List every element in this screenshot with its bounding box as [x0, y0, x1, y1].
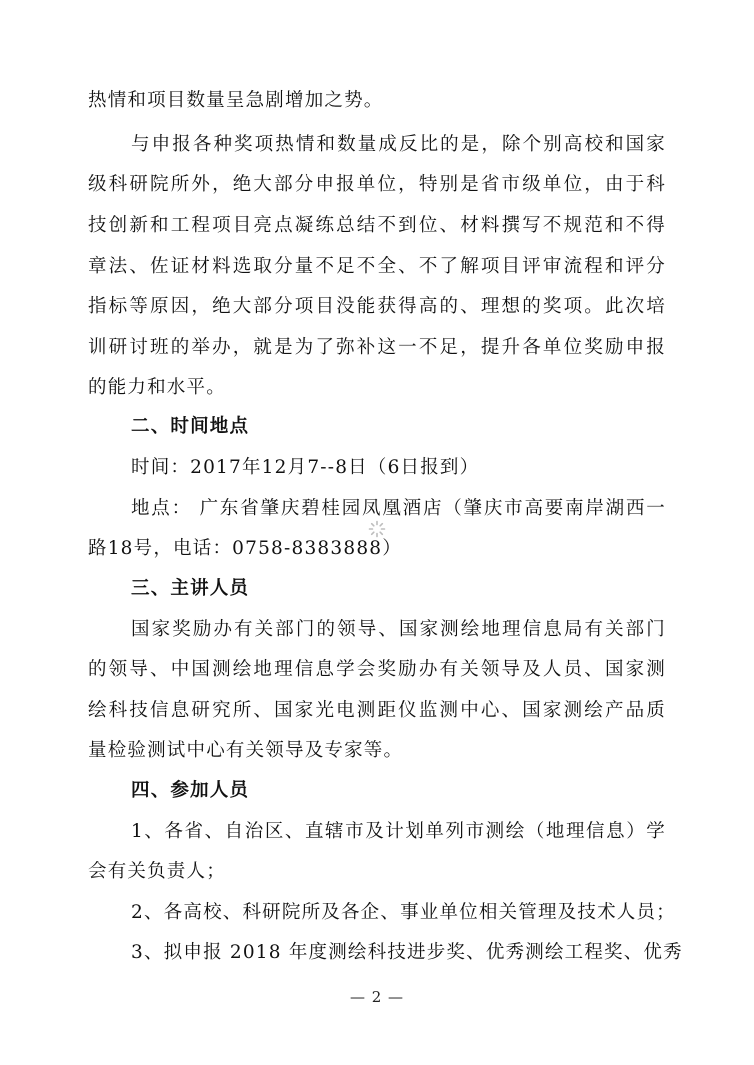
loading-spinner-icon — [368, 520, 386, 538]
paragraph-line: 的领导、中国测绘地理信息学会奖励办有关领导及人员、国家测 — [88, 659, 666, 680]
paragraph-line: 绘科技信息研究所、国家光电测距仪监测中心、国家测绘产品质 — [88, 700, 666, 721]
list-item: 1、各省、自治区、直辖市及计划单列市测绘（地理信息）学 — [131, 821, 666, 842]
page-number: — 2 — — [349, 988, 405, 1006]
section-heading-speakers: 三、主讲人员 — [131, 578, 250, 599]
section-heading-time-place: 二、时间地点 — [131, 416, 250, 437]
list-item-continued: 会有关负责人； — [88, 861, 226, 882]
paragraph-line: 的能力和水平。 — [88, 377, 226, 398]
list-item: 3、拟申报 2018 年度测绘科技进步奖、优秀测绘工程奖、优秀 — [131, 942, 683, 963]
place-line-continued: 路18号，电话：0758-8383888） — [88, 538, 402, 559]
paragraph-line: 训研讨班的举办，就是为了弥补这一不足，提升各单位奖励申报 — [88, 337, 666, 358]
paragraph-line: 热情和项目数量呈急剧增加之势。 — [88, 90, 384, 111]
list-item: 2、各高校、科研院所及各企、事业单位相关管理及技术人员； — [131, 902, 676, 923]
place-line: 地点： 广东省肇庆碧桂园凤凰酒店（肇庆市高要南岸湖西一 — [131, 498, 666, 519]
time-line: 时间：2017年12月7--8日（6日报到） — [131, 457, 480, 478]
paragraph-line: 量检验测试中心有关领导及专家等。 — [88, 740, 404, 761]
paragraph-line: 级科研院所外，绝大部分申报单位，特别是省市级单位，由于科 — [88, 174, 666, 195]
paragraph-line: 章法、佐证材料选取分量不足不全、不了解项目评审流程和评分 — [88, 256, 666, 277]
paragraph-line: 指标等原因，绝大部分项目没能获得高的、理想的奖项。此次培 — [88, 296, 666, 317]
paragraph-line: 国家奖励办有关部门的领导、国家测绘地理信息局有关部门 — [131, 619, 666, 640]
section-heading-participants: 四、参加人员 — [131, 780, 250, 801]
paragraph-line: 技创新和工程项目亮点凝练总结不到位、材料撰写不规范和不得 — [88, 215, 666, 236]
paragraph-line: 与申报各种奖项热情和数量成反比的是，除个别高校和国家 — [131, 134, 666, 155]
